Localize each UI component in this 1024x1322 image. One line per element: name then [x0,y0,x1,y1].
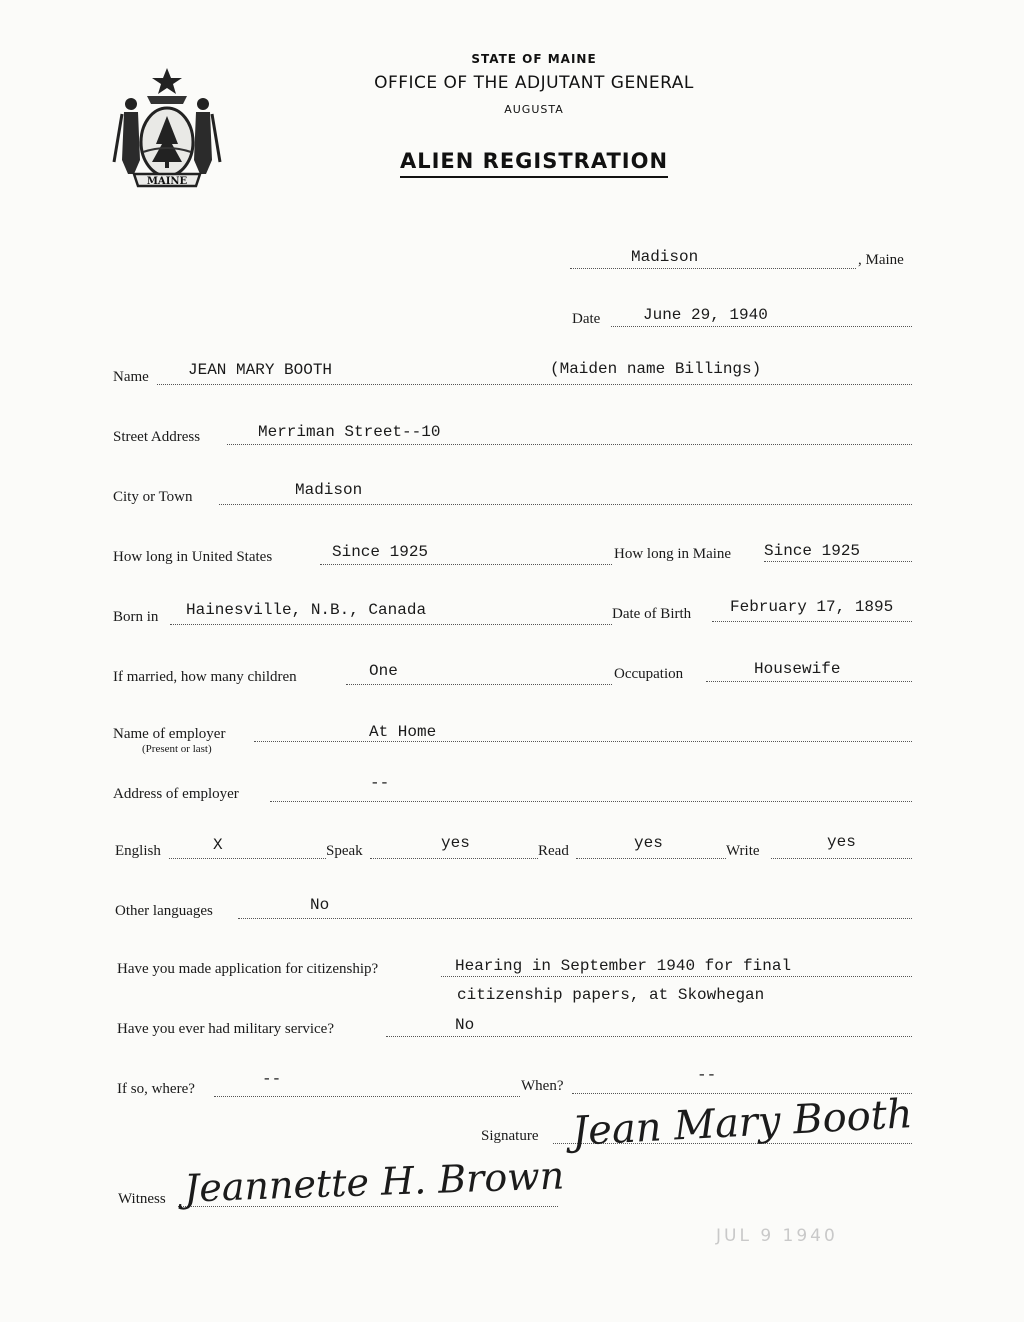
speak-value: yes [441,834,470,852]
how-long-maine-line [764,561,912,562]
citizenship-value-line2: citizenship papers, at Skowhegan [457,986,765,1004]
english-value: X [213,836,223,854]
city-value: Madison [295,481,363,499]
how-long-maine-value: Since 1925 [764,542,861,560]
applicant-signature: Jean Mary Booth [571,1091,914,1155]
town-value: Madison [631,248,699,266]
state-heading: STATE OF MAINE [471,52,597,66]
street-line [227,444,912,445]
seal-text: MAINE [146,176,188,187]
citizenship-line [441,976,912,977]
employer-address-line [270,801,912,802]
born-in-value: Hainesville, N.B., Canada [186,601,427,619]
city-heading: AUGUSTA [504,103,564,116]
born-in-label: Born in [113,609,159,625]
where-value: -- [262,1070,282,1088]
city-line [219,504,912,505]
where-line [214,1096,520,1097]
where-label: If so, where? [117,1081,195,1097]
children-label: If married, how many children [113,669,297,685]
citizenship-label: Have you made application for citizenship? [117,961,379,977]
citizenship-value-line1: Hearing in September 1940 for final [455,957,792,975]
maiden-name-value: (Maiden name Billings) [550,360,762,378]
other-languages-label: Other languages [115,903,213,919]
born-in-line [170,624,612,625]
speak-line [370,858,538,859]
children-value: One [369,662,398,680]
when-value: -- [697,1066,717,1084]
date-label: Date [572,311,601,327]
read-line [576,858,726,859]
dob-line [712,621,912,622]
employer-line [254,741,912,742]
maine-label: , Maine [858,252,904,268]
office-heading: OFFICE OF THE ADJUTANT GENERAL [374,73,694,93]
write-value: yes [827,833,856,851]
dob-value: February 17, 1895 [730,598,894,616]
english-label: English [115,843,161,859]
other-languages-value: No [310,896,330,914]
how-long-us-value: Since 1925 [332,543,429,561]
military-line [386,1036,912,1037]
name-label: Name [113,369,149,385]
speak-label: Speak [326,843,363,859]
write-line [771,858,912,859]
how-long-us-line [320,564,612,565]
town-line [570,268,856,269]
received-stamp: JUL 9 1940 [716,1226,838,1246]
witness-label: Witness [118,1191,166,1207]
name-line [157,384,912,385]
when-label: When? [521,1078,564,1094]
name-value: JEAN MARY BOOTH [188,361,333,379]
form-title: ALIEN REGISTRATION [400,149,668,178]
city-label: City or Town [113,489,193,505]
employer-label: Name of employer [113,726,226,742]
english-line [169,858,326,859]
date-value: June 29, 1940 [643,306,768,324]
date-line [611,326,912,327]
employer-address-value: -- [370,774,390,792]
military-value: No [455,1016,475,1034]
military-label: Have you ever had military service? [117,1021,334,1037]
occupation-label: Occupation [614,666,684,682]
street-label: Street Address [113,429,201,445]
read-label: Read [538,843,569,859]
write-label: Write [726,843,760,859]
how-long-us-label: How long in United States [113,549,273,565]
occupation-value: Housewife [754,660,841,678]
other-languages-line [238,918,912,919]
read-value: yes [634,834,663,852]
employer-value: At Home [369,723,437,741]
employer-sublabel: (Present or last) [142,743,212,755]
dob-label: Date of Birth [612,606,692,622]
children-line [346,684,612,685]
how-long-maine-label: How long in Maine [614,546,732,562]
employer-address-label: Address of employer [113,786,239,802]
occupation-line [706,681,912,682]
witness-signature: Jeannette H. Brown [183,1153,565,1211]
signature-label: Signature [481,1128,539,1144]
street-value: Merriman Street--10 [258,423,441,441]
